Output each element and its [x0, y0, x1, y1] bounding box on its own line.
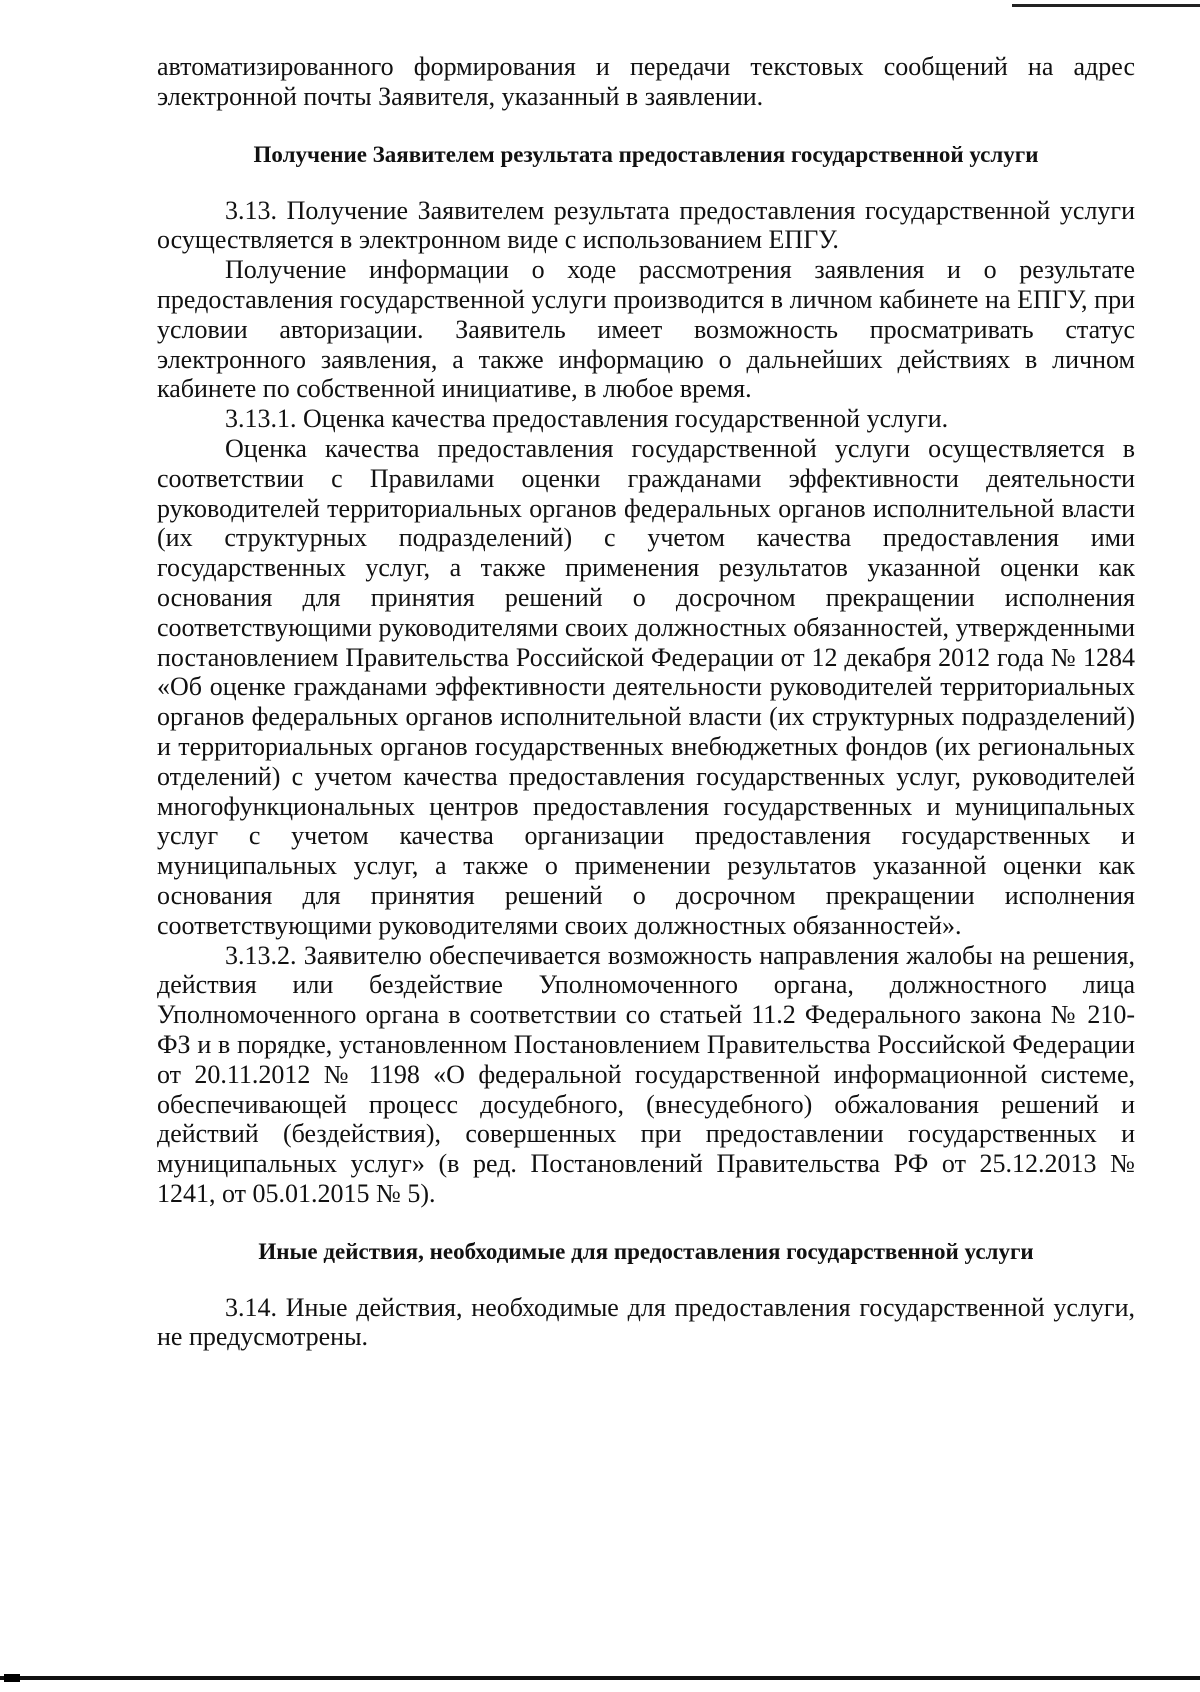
paragraph-3-13-1: 3.13.1. Оценка качества предоставления государственной услуги. — [225, 404, 949, 434]
paragraph-status-info: Получение информации о ходе рассмотрения заявления и о результате предоставления государственной услуги производится в личном кабинете на ЕПГУ, при условии авторизации. Заявитель имеет возможность просматривать статус электронного заявления, а также информацию о дальнейших действиях в личном кабинете по собственной инициативе, в любое время. — [157, 255, 1135, 404]
paragraph-3-13-2: 3.13.2. Заявителю обеспечивается возможность направления жалобы на решения, действия или бездействие Уполномоченного органа, должностного лица Уполномоченного органа в соответствии со статьей 11.2 Федерального закона № 210-ФЗ и в порядке, установленном Постановлением Правительства Российской Федерации от 20.11.2012 № 1198 «О федеральной государственной информационной системе, обеспечивающей процесс досудебного, (внесудебного) обжалования решений и действий (бездействия), совершенных при предоставлении государственных и муниципальных услуг» (в ред. Постановлений Правительства РФ от 25.12.2013 № 1241, от 05.01.2015 № 5). — [157, 940, 1135, 1208]
bottom-scan-mark — [4, 1674, 20, 1682]
paragraph-3-13: 3.13. Получение Заявителем результата предоставления государственной услуги осуществляется в электронном виде с использованием ЕПГУ. — [157, 195, 1135, 255]
paragraph-continuation: автоматизированного формирования и передачи текстовых сообщений на адрес электронной почты Заявителя, указанный в заявлении. — [157, 52, 1135, 111]
paragraph-3-14: 3.14. Иные действия, необходимые для предоставления государственной услуги, не предусмотрены. — [157, 1292, 1135, 1352]
section-heading-result: Получение Заявителем результата предоставления государственной услуги — [253, 141, 1039, 167]
bottom-scan-line — [0, 1676, 1200, 1680]
top-scan-line — [1012, 4, 1200, 7]
section-heading-other-actions: Иные действия, необходимые для предоставления государственной услуги — [258, 1238, 1034, 1264]
paragraph-quality-assessment: Оценка качества предоставления государственной услуги осуществляется в соответствии с Правилами оценки гражданами эффективности деятельности руководителей территориальных органов федеральных органов исполнительной власти (их структурных подразделений) с учетом качества предоставления ими государственных услуг, а также применения результатов указанной оценки как основания для принятия решений о досрочном прекращении исполнения соответствующими руководителями своих должностных обязанностей, утвержденными постановлением Правительства Российской Федерации от 12 декабря 2012 года № 1284 «Об оценке гражданами эффективности деятельности руководителей территориальных органов федеральных органов исполнительной власти (их структурных подразделений) и территориальных органов государственных внебюджетных фондов (их региональных отделений) с учетом качества предоставления государственных услуг, руководителей многофункциональных центров предоставления государственных и муниципальных услуг с учетом качества организации предоставления государственных и муниципальных услуг, а также о применении результатов указанной оценки как основания для принятия решений о досрочном прекращении исполнения соответствующими руководителями своих должностных обязанностей». — [157, 433, 1135, 940]
document-body — [157, 52, 1135, 1352]
